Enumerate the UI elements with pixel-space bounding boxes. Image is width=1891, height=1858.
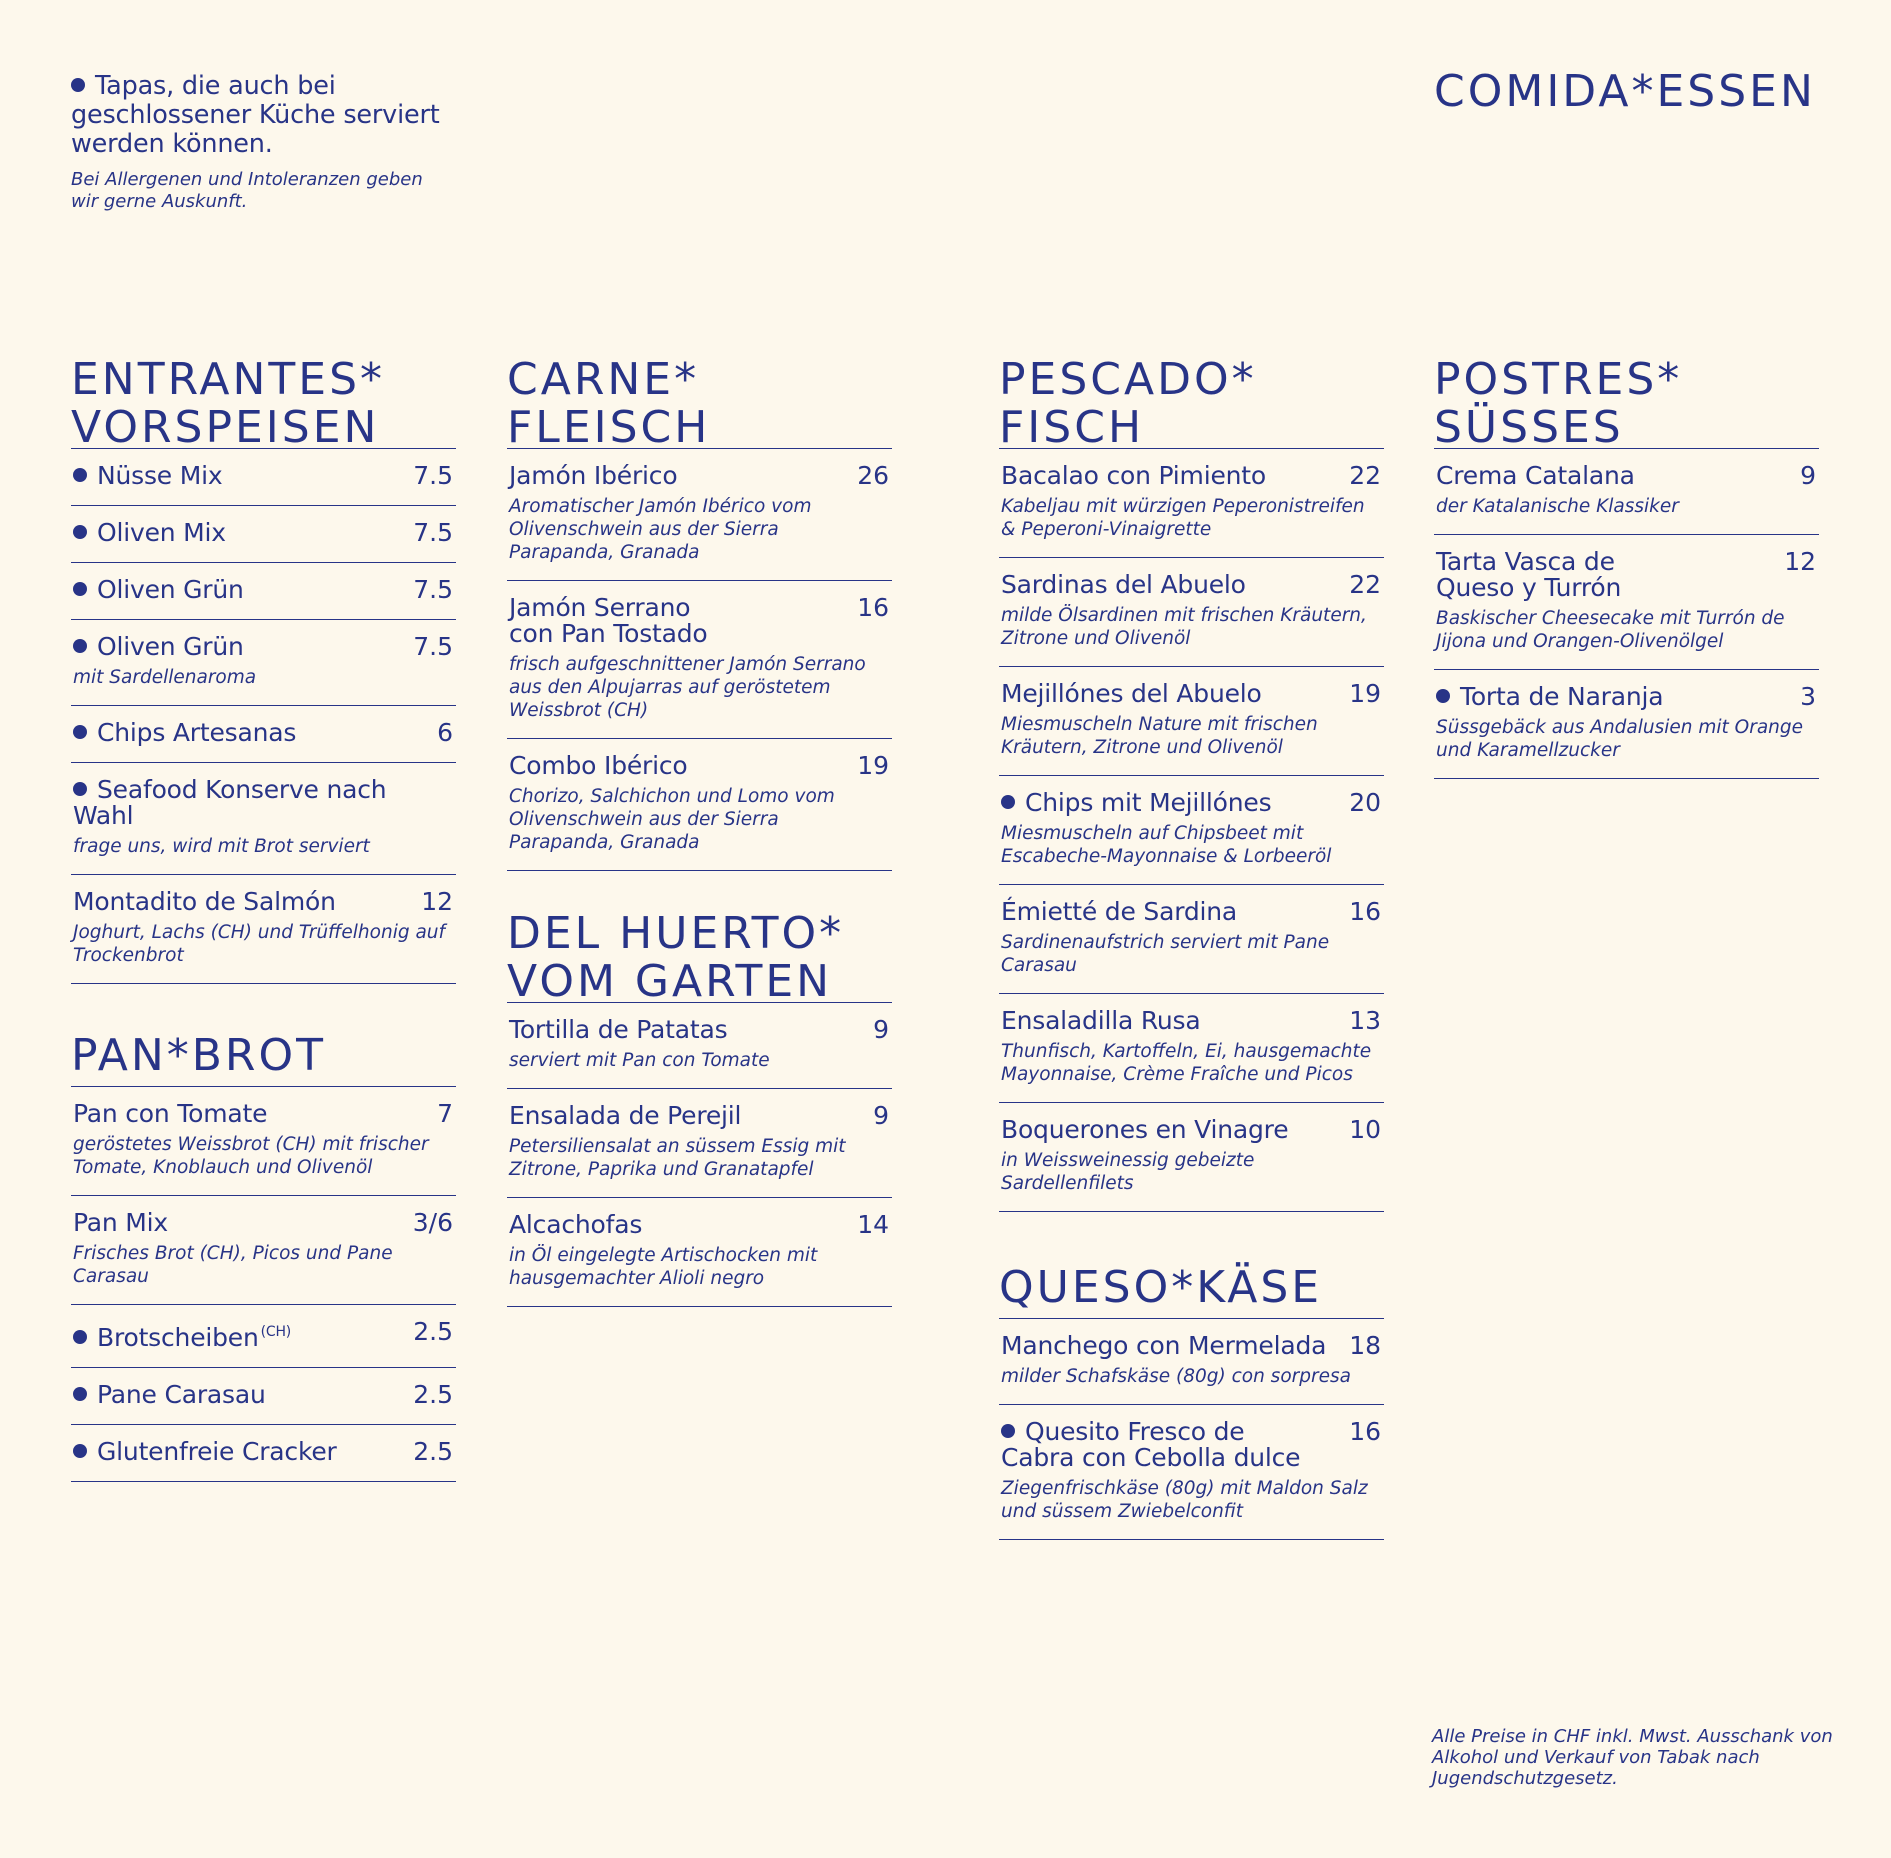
menu-item	[71, 875, 456, 984]
menu-item-name-text: Ensalada de Perejil	[509, 1101, 742, 1130]
section-title-line: POSTRES*	[1434, 354, 1683, 405]
menu-item-row	[1436, 684, 1816, 710]
menu-item-name-text: Émietté de Sardina	[1001, 897, 1238, 926]
menu-item	[999, 1405, 1384, 1540]
menu-item-row	[73, 1101, 453, 1127]
menu-item-name	[73, 777, 437, 829]
menu-item	[999, 885, 1384, 994]
menu-item-description: der Katalanische Klassiker	[1436, 496, 1679, 517]
menu-item-name	[73, 634, 244, 660]
menu-item-price: 22	[1349, 461, 1381, 490]
menu-item	[507, 739, 892, 871]
menu-item	[507, 1003, 892, 1089]
menu-item-row	[1001, 790, 1381, 816]
menu-item-description: Frisches Brot (CH), Picos und Pane Carasau	[73, 1243, 393, 1287]
menu-item-description: serviert mit Pan con Tomate	[509, 1050, 770, 1071]
menu-item	[71, 706, 456, 763]
menu-item-name-text: Jamón Ibérico	[509, 461, 678, 490]
menu-item-name-text: Nüsse Mix	[97, 461, 223, 490]
menu-item-name	[509, 1212, 642, 1238]
menu-item	[507, 581, 892, 739]
menu-item-row	[73, 463, 453, 489]
menu-item-description: Baskischer Cheesecake mit Turrón de Jijona und Orangen-Olivenölgel	[1436, 608, 1785, 652]
menu-item-row	[1001, 1419, 1381, 1471]
menu-item-description: Petersiliensalat an süssem Essig mit Zitrone, Paprika und Granatapfel	[509, 1136, 846, 1180]
menu-item	[71, 449, 456, 506]
menu-item-name	[509, 753, 688, 779]
menu-item-row	[1001, 1117, 1381, 1143]
bullet-icon	[71, 78, 85, 92]
section-title	[999, 352, 1384, 453]
section-title	[71, 352, 456, 453]
menu-item	[999, 558, 1384, 667]
menu-item-price: 7	[437, 1099, 453, 1128]
allergen-note: Bei Allergenen und Intoleranzen geben wir gerne Auskunft.	[71, 169, 423, 212]
menu-item-name-text: Oliven Grün	[97, 632, 244, 661]
menu-title: COMIDA*ESSEN	[1434, 66, 1816, 117]
menu-item-price: 16	[1349, 1417, 1381, 1446]
menu-item-name	[1436, 549, 1696, 601]
section-title-line: FLEISCH	[507, 402, 711, 453]
bullet-icon	[73, 782, 87, 796]
menu-item-list	[71, 1086, 456, 1482]
menu-item-list	[507, 448, 892, 871]
menu-item-name-text: Tortilla de Patatas	[509, 1015, 728, 1044]
section-title-line: DEL HUERTO*	[507, 908, 845, 959]
menu-item-row	[1001, 463, 1381, 489]
bullet-icon	[73, 1330, 87, 1344]
menu-item-row	[73, 1319, 453, 1351]
menu-item	[71, 1196, 456, 1305]
menu-item-name	[73, 1382, 266, 1408]
menu-item	[999, 1103, 1384, 1212]
menu-item-name-text: Combo Ibérico	[509, 751, 688, 780]
menu-item	[71, 763, 456, 875]
bullet-icon	[73, 1387, 87, 1401]
menu-item-row	[509, 1017, 889, 1043]
menu-item-row	[1001, 681, 1381, 707]
menu-item-name	[73, 889, 336, 915]
menu-item	[999, 667, 1384, 776]
menu-item-name-text: Boquerones en Vinagre	[1001, 1115, 1289, 1144]
menu-item-name	[1001, 681, 1262, 707]
menu-item-name-text: Pan con Tomate	[73, 1099, 268, 1128]
menu-item-price: 2.5	[413, 1380, 453, 1409]
menu-item-description: Süssgebäck aus Andalusien mit Orange und Karamellzucker	[1436, 717, 1804, 761]
menu-item-row	[73, 1382, 453, 1408]
section-queso	[999, 1260, 1384, 1540]
menu-item-name	[73, 577, 244, 603]
menu-item-name-text: Brotscheiben	[97, 1323, 259, 1352]
section-pan	[71, 1028, 456, 1482]
menu-item-row	[509, 1103, 889, 1129]
menu-item	[999, 776, 1384, 885]
menu-item	[999, 1319, 1384, 1405]
menu-item-name	[73, 520, 226, 546]
menu-item-price: 14	[857, 1210, 889, 1239]
menu-item-row	[73, 634, 453, 660]
menu-item-row	[73, 1439, 453, 1465]
section-title-line: CARNE*	[507, 354, 700, 405]
menu-item-price: 9	[873, 1015, 889, 1044]
origin-tag: (CH)	[260, 1324, 292, 1340]
section-title-line: QUESO*KÄSE	[999, 1262, 1323, 1313]
section-title-line: PESCADO*	[999, 354, 1257, 405]
menu-item-name-text: Alcachofas	[509, 1210, 643, 1239]
bullet-icon	[1001, 795, 1015, 809]
menu-item-description: Joghurt, Lachs (CH) und Trüffelhonig auf Trockenbrot	[73, 922, 446, 966]
menu-item-price: 3/6	[412, 1208, 453, 1237]
menu-item-price: 9	[873, 1101, 889, 1130]
section-title-line: VORSPEISEN	[71, 402, 380, 453]
menu-item-row	[73, 777, 453, 829]
intro-block	[71, 72, 451, 213]
menu-item	[999, 994, 1384, 1103]
menu-item-price: 18	[1349, 1331, 1381, 1360]
menu-item-price: 26	[857, 461, 889, 490]
menu-item-name	[1001, 1117, 1288, 1143]
bullet-icon	[1001, 1424, 1015, 1438]
menu-item-row	[73, 520, 453, 546]
menu-item-price: 2.5	[413, 1317, 453, 1346]
menu-item-name	[73, 1319, 291, 1351]
menu-item-name	[1001, 1333, 1326, 1359]
menu-item-price: 3	[1800, 682, 1816, 711]
section-title	[1434, 352, 1819, 453]
section-title-line: FISCH	[999, 402, 1145, 453]
menu-item-name-text: Chips mit Mejillónes	[1025, 788, 1272, 817]
menu-item-name-text: Crema Catalana	[1436, 461, 1635, 490]
menu-item-name-text: Torta de Naranja	[1460, 682, 1664, 711]
menu-item-row	[1436, 549, 1816, 601]
bullet-icon	[73, 1444, 87, 1458]
section-title	[71, 1028, 456, 1086]
menu-item-description: in Öl eingelegte Artischocken mit hausgemachter Alioli negro	[509, 1245, 818, 1289]
menu-item-price: 13	[1349, 1006, 1381, 1035]
menu-item-name-text: Tarta Vasca de Queso y Turrón	[1436, 547, 1622, 602]
menu-item-row	[509, 595, 889, 647]
bullet-icon	[73, 725, 87, 739]
menu-item-description: Kabeljau mit würzigen Peperonistreifen & Peperoni-Vinaigrette	[1001, 496, 1365, 540]
menu-item-row	[1001, 572, 1381, 598]
menu-item-name	[1001, 463, 1266, 489]
menu-item-price: 10	[1349, 1115, 1381, 1144]
menu-item-name	[73, 463, 222, 489]
menu-item-price: 2.5	[413, 1437, 453, 1466]
menu-item-description: Ziegenfrischkäse (80g) mit Maldon Salz und süssem Zwiebelconfit	[1001, 1478, 1368, 1522]
section-carne	[507, 352, 892, 871]
menu-item-price: 12	[1784, 547, 1816, 576]
section-title-line: SÜSSES	[1434, 402, 1624, 453]
menu-item	[507, 1198, 892, 1307]
menu-item-name-text: Pan Mix	[73, 1208, 168, 1237]
menu-item	[71, 563, 456, 620]
menu-item-name-text: Sardinas del Abuelo	[1001, 570, 1246, 599]
menu-item-name-text: Oliven Mix	[97, 518, 226, 547]
menu-item-description: geröstetes Weissbrot (CH) mit frischer Tomate, Knoblauch und Olivenöl	[73, 1134, 429, 1178]
section-postres	[1434, 352, 1819, 779]
menu-item-description: milde Ölsardinen mit frischen Kräutern, Zitrone und Olivenöl	[1001, 605, 1367, 649]
menu-item-name	[1001, 899, 1237, 925]
menu-item-row	[509, 1212, 889, 1238]
menu-item-price: 19	[857, 751, 889, 780]
bullet-icon	[73, 582, 87, 596]
menu-item-price: 7.5	[413, 575, 453, 604]
menu-item-description: in Weissweinessig gebeizte Sardellenfilets	[1001, 1150, 1255, 1194]
menu-item-price: 19	[1349, 679, 1381, 708]
menu-item-row	[1436, 463, 1816, 489]
menu-item-name	[509, 1017, 727, 1043]
menu-item-name-text: Ensaladilla Rusa	[1001, 1006, 1201, 1035]
menu-item-row	[509, 463, 889, 489]
menu-item-description: frage uns, wird mit Brot serviert	[73, 836, 370, 857]
menu-item	[999, 449, 1384, 558]
menu-item-name	[1001, 790, 1271, 816]
menu-item-description: Thunfisch, Kartoffeln, Ei, hausgemachte Mayonnaise, Crème Fraîche und Picos	[1001, 1041, 1372, 1085]
menu-item-list	[1434, 448, 1819, 779]
menu-item-name-text: Jamón Serrano con Pan Tostado	[509, 593, 708, 648]
menu-item-name-text: Oliven Grün	[97, 575, 244, 604]
menu-item-list	[507, 1002, 892, 1307]
menu-item-row	[73, 720, 453, 746]
menu-item-name	[1001, 572, 1246, 598]
menu-item-description: mit Sardellenaroma	[73, 667, 257, 688]
menu-item-name-text: Pane Carasau	[97, 1380, 266, 1409]
menu-item	[71, 1087, 456, 1196]
menu-item-description: Sardinenaufstrich serviert mit Pane Carasau	[1001, 932, 1330, 976]
menu-item-price: 9	[1800, 461, 1816, 490]
bullet-icon	[73, 468, 87, 482]
menu-item	[1434, 670, 1819, 779]
menu-item-name-text: Manchego con Mermelada	[1001, 1331, 1327, 1360]
intro-lead-text: Tapas, die auch bei geschlossener Küche serviert werden können.	[71, 71, 440, 159]
bullet-icon	[1436, 689, 1450, 703]
menu-item	[507, 1089, 892, 1198]
menu-item-name-text: Bacalao con Pimiento	[1001, 461, 1266, 490]
section-title-line: PAN*BROT	[71, 1030, 326, 1081]
menu-item-name	[1436, 463, 1635, 489]
menu-item	[71, 1305, 456, 1368]
menu-item	[71, 1425, 456, 1482]
menu-item-description: Miesmuscheln Nature mit frischen Kräutern, Zitrone und Olivenöl	[1001, 714, 1318, 758]
menu-item-price: 6	[437, 718, 453, 747]
menu-item	[71, 1368, 456, 1425]
menu-item-name-text: Montadito de Salmón	[73, 887, 336, 916]
section-title	[507, 352, 892, 453]
price-footnote: Alle Preise in CHF inkl. Mwst. Ausschank von Alkohol und Verkauf von Tabak nach Jugendschutzgesetz.	[1432, 1726, 1833, 1789]
menu-item-name	[73, 1439, 337, 1465]
section-title	[999, 1260, 1384, 1318]
menu-item-name	[1001, 1008, 1200, 1034]
menu-item	[71, 620, 456, 706]
menu-item	[1434, 449, 1819, 535]
menu-item-row	[1001, 899, 1381, 925]
menu-item-description: Miesmuscheln auf Chipsbeet mit Escabeche-Mayonnaise & Lorbeeröl	[1001, 823, 1332, 867]
menu-item-name-text: Seafood Konserve nach Wahl	[73, 775, 387, 830]
menu-item-name-text: Glutenfreie Cracker	[97, 1437, 337, 1466]
intro-lead	[71, 72, 451, 159]
menu-item-name	[1001, 1419, 1321, 1471]
menu-item-name	[509, 595, 739, 647]
section-title-line: VOM GARTEN	[507, 956, 833, 1007]
menu-item-description: frisch aufgeschnittener Jamón Serrano aus den Alpujarras auf geröstetem Weissbrot (CH)	[509, 654, 866, 721]
menu-item-price: 16	[1349, 897, 1381, 926]
menu-item-name	[73, 1210, 168, 1236]
menu-item-name	[509, 1103, 741, 1129]
menu-item-list	[999, 1318, 1384, 1540]
menu-item-description: milder Schafskäse (80g) con sorpresa	[1001, 1366, 1351, 1387]
section-entrantes	[71, 352, 456, 984]
menu-item-price: 12	[421, 887, 453, 916]
menu-item	[71, 506, 456, 563]
menu-item-price: 16	[857, 593, 889, 622]
menu-item-price: 7.5	[413, 518, 453, 547]
section-pescado	[999, 352, 1384, 1212]
menu-item-row	[73, 577, 453, 603]
menu-item-name-text: Mejillónes del Abuelo	[1001, 679, 1262, 708]
menu-item-row	[1001, 1008, 1381, 1034]
menu-item-name	[509, 463, 677, 489]
menu-item-price: 22	[1349, 570, 1381, 599]
menu-item-row	[73, 1210, 453, 1236]
section-huerto	[507, 906, 892, 1307]
menu-item-list	[71, 448, 456, 984]
menu-item-row	[73, 889, 453, 915]
section-title	[507, 906, 892, 1007]
menu-item-price: 7.5	[413, 632, 453, 661]
menu-item-name	[73, 720, 296, 746]
menu-item-description: Aromatischer Jamón Ibérico vom Olivenschwein aus der Sierra Parapanda, Granada	[509, 496, 812, 563]
menu-item-description: Chorizo, Salchichon und Lomo vom Olivenschwein aus der Sierra Parapanda, Granada	[509, 786, 835, 853]
menu-item-price: 20	[1349, 788, 1381, 817]
menu-item-name	[1436, 684, 1663, 710]
menu-item-list	[999, 448, 1384, 1212]
menu-item-name-text: Chips Artesanas	[97, 718, 297, 747]
menu-item-row	[509, 753, 889, 779]
menu-item	[507, 449, 892, 581]
menu-item-price: 7.5	[413, 461, 453, 490]
section-title-line: ENTRANTES*	[71, 354, 386, 405]
menu-item	[1434, 535, 1819, 670]
menu-item-row	[1001, 1333, 1381, 1359]
bullet-icon	[73, 639, 87, 653]
menu-item-name	[73, 1101, 267, 1127]
menu-item-name-text: Quesito Fresco de Cabra con Cebolla dulce	[1001, 1417, 1301, 1472]
bullet-icon	[73, 525, 87, 539]
